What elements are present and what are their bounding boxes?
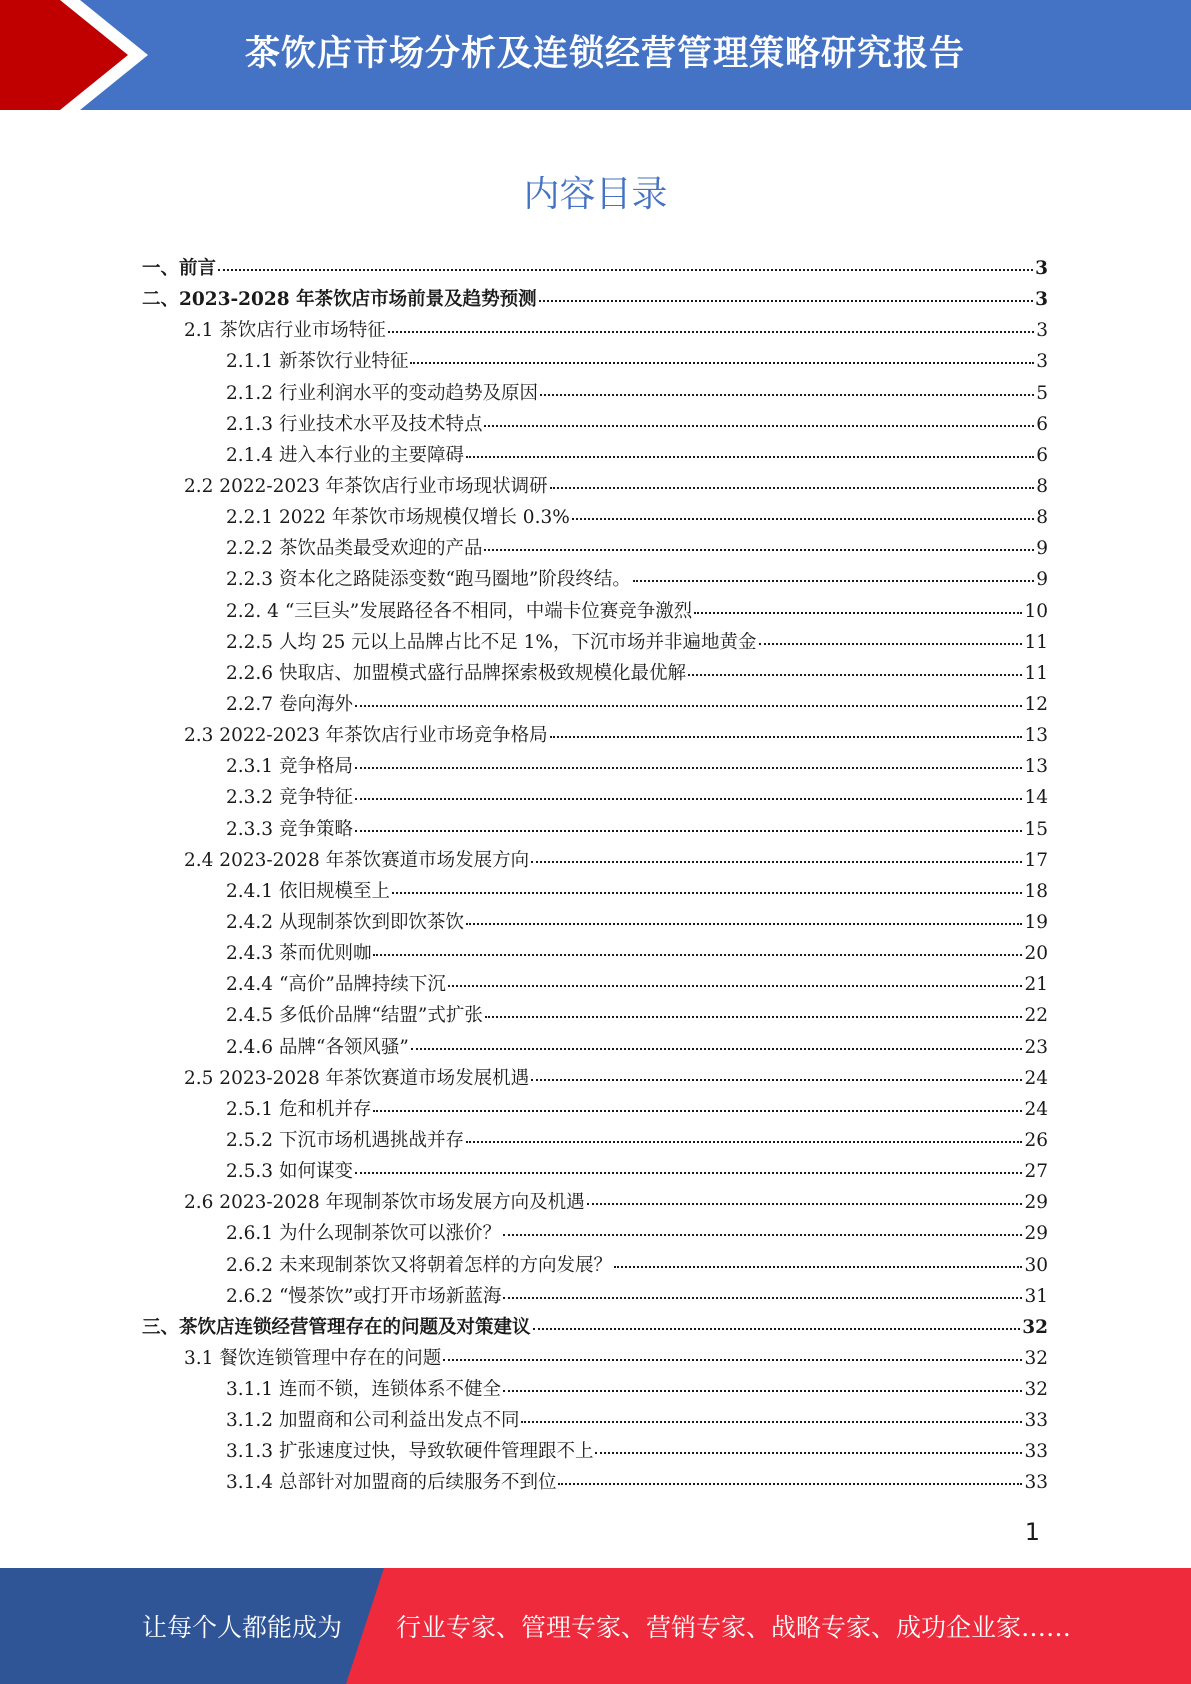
toc-dot-leader <box>466 1141 1022 1143</box>
toc-entry[interactable] <box>142 472 1048 503</box>
toc-entry-page: 31 <box>1024 1285 1048 1307</box>
toc-entry-page: 13 <box>1024 756 1048 778</box>
toc-heading: 内容目录 <box>523 174 668 215</box>
toc-entry-label: 2.6.2 未来现制茶饮又将朝着怎样的方向发展？ <box>226 1254 612 1276</box>
toc-entry[interactable] <box>142 939 1048 970</box>
toc-entry-page: 33 <box>1024 1441 1048 1463</box>
toc-dot-leader <box>550 736 1023 738</box>
toc-entry[interactable] <box>142 410 1048 441</box>
toc-entry[interactable] <box>142 1219 1048 1250</box>
toc-entry-label: 三、茶饮店连锁经营管理存在的问题及对策建议 <box>142 1316 531 1338</box>
toc-entry[interactable] <box>142 690 1048 721</box>
toc-entry-page: 3 <box>1036 320 1048 342</box>
toc-entry-page: 8 <box>1036 475 1048 497</box>
toc-entry[interactable] <box>142 503 1048 534</box>
toc-dot-leader <box>355 830 1023 832</box>
toc-dot-leader <box>550 487 1035 489</box>
toc-dot-leader <box>484 425 1034 427</box>
toc-entry[interactable] <box>142 565 1048 596</box>
toc-entry-label: 2.2.6 快取店、加盟模式盛行品牌探索极致规模化最优解 <box>226 662 686 684</box>
toc-dot-leader <box>355 767 1023 769</box>
toc-dot-leader <box>540 394 1034 396</box>
toc-entry[interactable] <box>142 1001 1048 1032</box>
toc-entry-label: 2.4.3 茶而优则咖 <box>226 943 372 965</box>
toc-entry[interactable] <box>142 970 1048 1001</box>
toc-entry[interactable] <box>142 1033 1048 1064</box>
toc-entry-page: 13 <box>1024 725 1048 747</box>
toc-entry[interactable] <box>142 1468 1048 1499</box>
toc-entry[interactable] <box>142 1375 1048 1406</box>
toc-entry-label: 2.4.1 依旧规模至上 <box>226 880 390 902</box>
toc-dot-leader <box>503 1234 1022 1236</box>
toc-entry-label: 一、前言 <box>142 258 217 279</box>
table-of-contents <box>142 254 1048 1500</box>
toc-entry-label: 2.3 2022-2023 年茶饮店行业市场竞争格局 <box>184 725 548 747</box>
toc-entry-label: 2.4.5 多低价品牌“结盟”式扩张 <box>226 1005 483 1027</box>
toc-dot-leader <box>484 549 1034 551</box>
toc-entry-label: 2.2. 4 “三巨头”发展路径各不相同，中端卡位赛竞争激烈 <box>226 600 693 622</box>
toc-entry-page: 33 <box>1024 1410 1048 1432</box>
toc-entry[interactable] <box>142 534 1048 565</box>
toc-entry-page: 21 <box>1024 974 1048 996</box>
toc-dot-leader <box>558 1483 1022 1485</box>
toc-dot-leader <box>539 300 1034 302</box>
toc-dot-leader <box>411 1048 1023 1050</box>
toc-entry[interactable] <box>142 1313 1048 1344</box>
toc-entry-page: 11 <box>1024 631 1048 653</box>
toc-dot-leader <box>355 1172 1023 1174</box>
toc-entry-page: 9 <box>1036 538 1048 560</box>
toc-dot-leader <box>388 331 1034 333</box>
toc-entry-label: 3.1.2 加盟商和公司利益出发点不同 <box>226 1410 520 1432</box>
toc-dot-leader <box>572 518 1034 520</box>
toc-dot-leader <box>218 269 1033 271</box>
toc-entry[interactable] <box>142 597 1048 628</box>
toc-entry-page: 10 <box>1024 600 1048 622</box>
toc-entry-page: 29 <box>1024 1223 1048 1245</box>
toc-entry[interactable] <box>142 783 1048 814</box>
toc-entry-label: 2.1.1 新茶饮行业特征 <box>226 351 409 373</box>
toc-entry[interactable] <box>142 379 1048 410</box>
toc-entry[interactable] <box>142 316 1048 347</box>
toc-entry-label: 2.4.6 品牌“各领风骚” <box>226 1036 409 1058</box>
toc-entry-label: 2.4.2 从现制茶饮到即饮茶饮 <box>226 911 464 933</box>
toc-entry[interactable] <box>142 659 1048 690</box>
toc-dot-leader <box>531 861 1022 863</box>
toc-entry[interactable] <box>142 908 1048 939</box>
toc-entry-label: 2.4.4 “高价”品牌持续下沉 <box>226 974 446 996</box>
toc-entry-label: 2.3.3 竞争策略 <box>226 818 353 840</box>
toc-entry-page: 32 <box>1022 1316 1048 1338</box>
toc-entry[interactable] <box>142 254 1048 285</box>
toc-entry[interactable] <box>142 1064 1048 1095</box>
toc-entry-page: 11 <box>1024 662 1048 684</box>
toc-dot-leader <box>587 1203 1023 1205</box>
toc-entry-label: 2.2.3 资本化之路陡添变数“跑马圈地”阶段终结。 <box>226 569 631 591</box>
toc-entry-label: 2.5.2 下沉市场机遇挑战并存 <box>226 1129 464 1151</box>
toc-dot-leader <box>531 1079 1022 1081</box>
page-number: 1 <box>1024 1518 1040 1546</box>
toc-entry-page: 24 <box>1024 1067 1048 1089</box>
toc-entry-page: 18 <box>1024 880 1048 902</box>
toc-entry-label: 2.5 2023-2028 年茶饮赛道市场发展机遇 <box>184 1067 530 1089</box>
toc-entry-label: 2.1.3 行业技术水平及技术特点 <box>226 413 483 435</box>
toc-entry-label: 2.2 2022-2023 年茶饮店行业市场现状调研 <box>184 475 548 497</box>
toc-entry-page: 32 <box>1024 1347 1048 1369</box>
toc-entry-page: 8 <box>1036 507 1048 529</box>
toc-dot-leader <box>503 1390 1022 1392</box>
toc-entry-page: 27 <box>1024 1161 1048 1183</box>
footer-slogan-left: 让每个人都能成为 <box>142 1613 343 1642</box>
toc-entry-label: 3.1.3 扩张速度过快，导致软硬件管理跟不上 <box>226 1441 594 1463</box>
toc-entry-page: 30 <box>1024 1254 1048 1276</box>
toc-entry-label: 3.1.1 连而不锁，连锁体系不健全 <box>226 1379 501 1401</box>
toc-entry-page: 24 <box>1024 1098 1048 1120</box>
toc-entry[interactable] <box>142 441 1048 472</box>
toc-entry-page: 29 <box>1024 1192 1048 1214</box>
toc-dot-leader <box>466 923 1022 925</box>
toc-dot-leader <box>614 1266 1022 1268</box>
toc-entry-label: 2.3.2 竞争特征 <box>226 787 353 809</box>
toc-dot-leader <box>521 1421 1022 1423</box>
toc-entry[interactable] <box>142 1406 1048 1437</box>
toc-entry[interactable] <box>142 721 1048 752</box>
toc-entry-label: 2.4 2023-2028 年茶饮赛道市场发展方向 <box>184 849 530 871</box>
toc-entry-page: 22 <box>1024 1005 1048 1027</box>
toc-entry[interactable] <box>142 1188 1048 1219</box>
footer-banner <box>0 1568 1191 1684</box>
toc-entry-page: 14 <box>1024 787 1048 809</box>
toc-dot-leader <box>688 674 1022 676</box>
toc-dot-leader <box>485 1016 1023 1018</box>
toc-entry-page: 3 <box>1036 351 1048 373</box>
toc-entry[interactable] <box>142 347 1048 378</box>
toc-entry-label: 2.1.2 行业利润水平的变动趋势及原因 <box>226 382 538 404</box>
toc-entry[interactable] <box>142 752 1048 783</box>
toc-entry[interactable] <box>142 628 1048 659</box>
toc-dot-leader <box>373 1110 1022 1112</box>
toc-entry[interactable] <box>142 846 1048 877</box>
toc-entry[interactable] <box>142 285 1048 316</box>
toc-entry-label: 3.1 餐饮连锁管理中存在的问题 <box>184 1347 442 1369</box>
toc-entry-page: 15 <box>1024 818 1048 840</box>
toc-entry-page: 33 <box>1024 1472 1048 1494</box>
toc-entry-page: 3 <box>1035 258 1048 279</box>
toc-dot-leader <box>759 643 1023 645</box>
toc-entry-label: 3.1.4 总部针对加盟商的后续服务不到位 <box>226 1472 557 1494</box>
toc-entry-page: 5 <box>1036 382 1048 404</box>
toc-entry-label: 2.5.3 如何谋变 <box>226 1161 353 1183</box>
toc-entry-label: 2.3.1 竞争格局 <box>226 756 353 778</box>
toc-entry-page: 6 <box>1036 413 1048 435</box>
toc-entry[interactable] <box>142 1157 1048 1188</box>
toc-entry-page: 3 <box>1035 289 1048 311</box>
toc-entry-page: 12 <box>1024 693 1048 715</box>
toc-dot-leader <box>694 612 1022 614</box>
report-title: 茶饮店市场分析及连锁经营管理策略研究报告 <box>245 34 966 74</box>
toc-entry[interactable] <box>142 1095 1048 1126</box>
toc-dot-leader <box>503 1297 1022 1299</box>
toc-entry-label: 2.1 茶饮店行业市场特征 <box>184 320 386 342</box>
toc-entry-label: 2.6.2 “慢茶饮”或打开市场新蓝海 <box>226 1285 502 1307</box>
toc-entry-label: 2.6.1 为什么现制茶饮可以涨价？ <box>226 1223 501 1245</box>
toc-entry-label: 2.2.5 人均 25 元以上品牌占比不足 1%，下沉市场并非遍地黄金 <box>226 631 757 653</box>
toc-dot-leader <box>448 985 1023 987</box>
toc-entry-label: 2.2.7 卷向海外 <box>226 693 353 715</box>
footer-slogan-right: 行业专家、管理专家、营销专家、战略专家、成功企业家…… <box>396 1613 1072 1642</box>
toc-entry-label: 2.2.1 2022 年茶饮市场规模仅增长 0.3% <box>226 507 570 529</box>
toc-dot-leader <box>355 798 1023 800</box>
toc-dot-leader <box>392 892 1022 894</box>
toc-dot-leader <box>410 362 1034 364</box>
toc-entry[interactable] <box>142 877 1048 908</box>
toc-entry[interactable] <box>142 1126 1048 1157</box>
toc-entry[interactable] <box>142 1251 1048 1282</box>
toc-entry[interactable] <box>142 1282 1048 1313</box>
toc-dot-leader <box>373 954 1022 956</box>
toc-entry-label: 2.5.1 危和机并存 <box>226 1098 372 1120</box>
toc-dot-leader <box>466 456 1034 458</box>
toc-dot-leader <box>533 1328 1021 1330</box>
toc-entry-label: 2.6 2023-2028 年现制茶饮市场发展方向及机遇 <box>184 1192 585 1214</box>
toc-entry-page: 20 <box>1024 943 1048 965</box>
toc-dot-leader <box>595 1452 1022 1454</box>
toc-entry-page: 6 <box>1036 444 1048 466</box>
toc-entry-page: 32 <box>1024 1379 1048 1401</box>
toc-entry-page: 23 <box>1024 1036 1048 1058</box>
report-header-banner <box>0 0 1191 110</box>
toc-entry[interactable] <box>142 1344 1048 1375</box>
toc-entry[interactable] <box>142 815 1048 846</box>
toc-entry-label: 2.2.2 茶饮品类最受欢迎的产品 <box>226 538 483 560</box>
toc-dot-leader <box>633 580 1034 582</box>
toc-entry-page: 17 <box>1024 849 1048 871</box>
toc-entry-page: 9 <box>1036 569 1048 591</box>
toc-entry[interactable] <box>142 1437 1048 1468</box>
toc-entry-page: 26 <box>1024 1129 1048 1151</box>
toc-entry-label: 2.1.4 进入本行业的主要障碍 <box>226 444 464 466</box>
toc-entry-page: 19 <box>1024 911 1048 933</box>
toc-entry-label: 二、2023-2028 年茶饮店市场前景及趋势预测 <box>142 289 537 311</box>
toc-dot-leader <box>355 705 1023 707</box>
toc-dot-leader <box>443 1359 1022 1361</box>
